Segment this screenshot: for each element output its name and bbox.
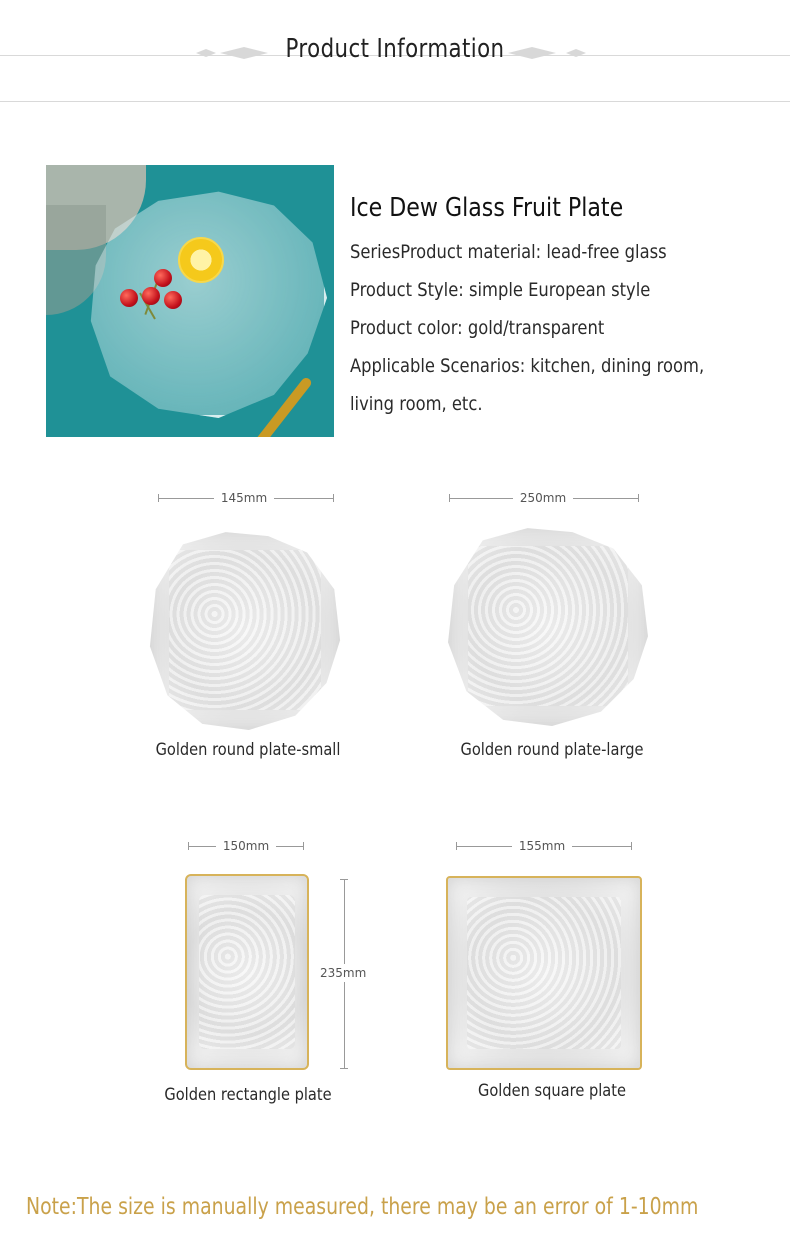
plate-image-small-round — [148, 528, 342, 732]
plate-image-large-round — [446, 524, 650, 728]
product-photo — [46, 165, 334, 437]
product-color: Product color: gold/transparent — [350, 317, 605, 339]
lemon-slice-icon — [178, 237, 224, 283]
height-label: 235mm — [320, 966, 367, 980]
page-title: Product Information — [285, 34, 505, 64]
plate-caption-rectangle: Golden rectangle plate — [164, 1085, 332, 1105]
plate-image-rectangle — [185, 874, 309, 1070]
product-style: Product Style: simple European style — [350, 279, 651, 301]
product-scenarios-cont: living room, etc. — [350, 393, 483, 415]
product-material: SeriesProduct material: lead-free glass — [350, 241, 667, 263]
width-dimension-square — [456, 840, 632, 854]
plate-caption-small-round: Golden round plate-small — [155, 740, 341, 760]
width-dimension-rectangle — [188, 840, 304, 854]
plate-caption-square: Golden square plate — [477, 1081, 627, 1101]
cherry-icon — [120, 289, 138, 307]
product-scenarios: Applicable Scenarios: kitchen, dining room, — [350, 355, 705, 377]
width-dimension-small — [158, 492, 334, 506]
width-label: 250mm — [513, 491, 573, 505]
width-label: 145mm — [214, 491, 274, 505]
cherry-icon — [154, 269, 172, 287]
header-bottom-rule — [0, 101, 790, 102]
width-label: 150mm — [216, 839, 276, 853]
plate-image-square — [446, 876, 642, 1070]
product-title: Ice Dew Glass Fruit Plate — [350, 193, 624, 223]
width-label: 155mm — [512, 839, 572, 853]
cherry-icon — [164, 291, 182, 309]
cherry-icon — [142, 287, 160, 305]
plate-caption-large-round: Golden round plate-large — [460, 740, 644, 760]
measurement-note: Note:The size is manually measured, there may be an error of 1-10mm — [26, 1194, 699, 1220]
width-dimension-large — [449, 492, 639, 506]
